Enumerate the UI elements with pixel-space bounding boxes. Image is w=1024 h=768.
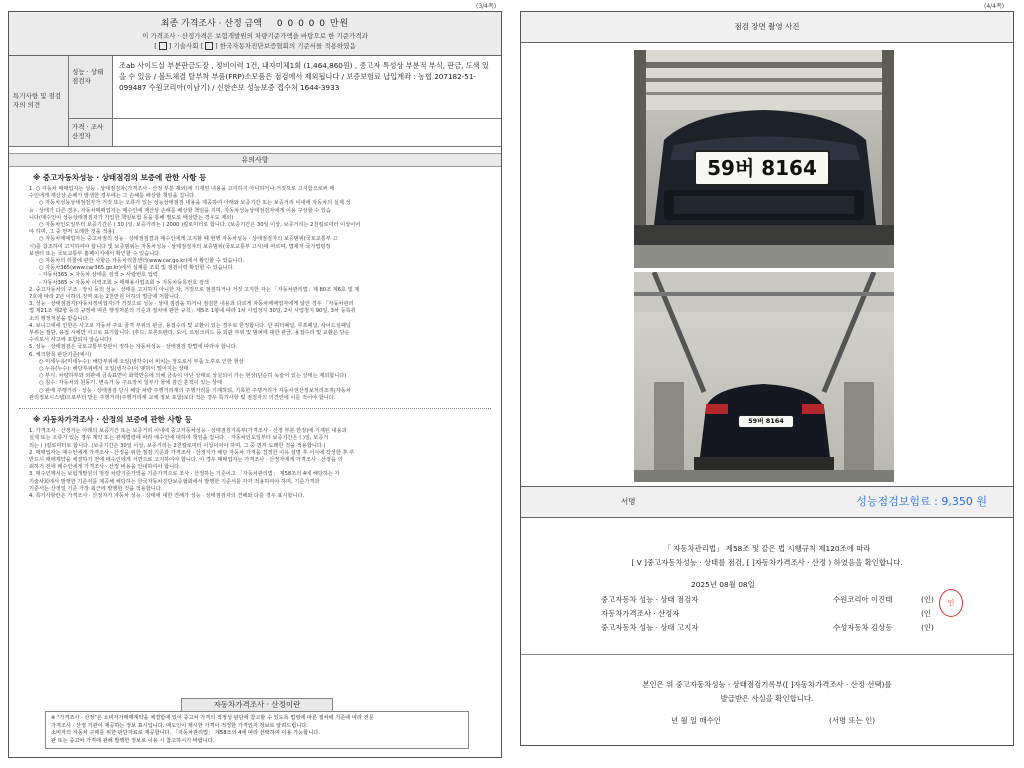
section2-line: 반드시 매매계약을 체결하기 전에 매수인에게 서면으로 고지하여야 합니다. 이 경우 매매업자는 가격조사 · 산정자에게 가격조사 · 산정을 의 [29, 456, 343, 463]
section2-line: 기술사회에서 발행한 기준서를 제공해 해당하는 한국자동차진단보증협회에서 발행한 기준서를 각각 적용하여야 하며, 기준가격과 [29, 478, 320, 485]
final-price-title: 최종 가격조사 · 산정 금액 [160, 19, 263, 29]
section2-line: 2. 매매업자는 매수인에게 가격조사 · 산정을 위한 점검 기준과 가격조사 · 산정자가 해당 자동차 가격을 결정한 이유 설명 후 서식에 작성한 후 루 [29, 449, 355, 456]
price-info-box-line: 관 또는 중고차 가격에 관해 발행한 정보로 이용 시 참고하시기 바랍니다. [51, 737, 215, 744]
section1-line: 법 제21조 제2항 등의 규정에 따른 행정처분의 기준과 절차에 관한 규칙」제5조 1항에 따라 1차 사업정지 30일, 2차 사업정지 90일, 3차 등록취 [29, 308, 356, 315]
option-label-2: 한국자동차진단보증협회의 기준서를 적용하였음 [219, 42, 356, 50]
section1-line: ○ 침수: 자동차의 원동기, 변속기 등 주요장치 일부가 물에 잠긴 흔적이 있는 상태 [39, 380, 223, 387]
price-examiner-label: 가격 · 조사산정자 [69, 119, 113, 146]
signer-mark-3: (인) [921, 623, 934, 632]
license-plate-front: 59버 8164 [694, 150, 830, 186]
price-info-box-line: 가격조사 · 산정 기관이 제공하는 정보 표시입니다. 매도인이 제시한 가격이 적정한 가격인지 정보로 알려드립니다. [51, 722, 308, 729]
section1-line: 수인에게 재산상 손해가 발생한 경우에는 그 손해를 배상할 책임을 집니다. [29, 193, 196, 200]
section1-line: 수리로서 사고에 포함되지 않습니다) [29, 337, 112, 344]
section2-line: 4. 특기사항란은 가격조사 · 산정자가 자동차 성능 · 상태에 대한 견해가 성능 · 상태점검자의 견해와 다를 경우 표시합니다. [29, 492, 305, 499]
section1-line: 3. 성능 · 상태점검자(자동차정비업자)가 거짓으로 성능 · 상태 점검을 하거나 점검한 내용과 다르게 자동차매매업자에게 알린 경우 「자동차관리 [29, 301, 354, 308]
buyer-date-line: 년 월 일 매수인 [671, 716, 721, 725]
signer-role-3: 중고자동차 성능 · 상태 고지자 [601, 623, 699, 632]
section2-line: 실제 또는 오류가 있는 경우 계약 또는 관계법령에 따라 매수인에 대하여 책임을 집니다. · 자동차인도일부터 보증기간은 ( )일, 보증거 [29, 435, 329, 442]
final-price-note: 이 가격조사 · 산정가격은 보험개발원의 차량기준가액을 바탕으로 한 기준가격과 [142, 32, 368, 40]
buyer-signature: (서명 또는 인) [829, 716, 876, 725]
section1-line: ○ 부식: 차량하부와 외판에 금속표면이 화학반응에 의해 금속이 아닌 상태로 상실되어 가는 현상(단순히 녹슬어 있는 상태는 제외합니다) [39, 373, 347, 380]
price-info-box-body [45, 711, 469, 749]
inspector-opinion: 조ab 사이드실 부분판금도장 , 정비이력 1건, 내자미체1회 (1,464,860원) , 종고자 특성상 부분적 부식, 판금, 도색 있을 수 있음 / 볼트체결 탈부착 부품(FRP)소모품은 점검에서 제외됩니다 / 보증보험료 납입계좌 : 농협 207182-51-099487 수원코리아(이남기) / 신한손보 성능보증 접수처 1644-3933 [119, 61, 489, 92]
section1-line: ○ 판매 주행거리 · 성능 · 상태점검 당시 해당 차량 주행거리계의 주행거리를 기재하되, 기록한 주행거리가 자동차전산정보처리조직(자동차 [39, 387, 351, 394]
car-rear-illustration [634, 272, 894, 482]
right-document-page [520, 11, 1014, 746]
left-page-number: (3/4쪽) [476, 3, 497, 10]
section2-list [9, 428, 501, 500]
section1-title: ※ 중고자동차성능 · 상태점검의 보증에 관한 사항 등 [33, 173, 207, 182]
section1-line: ○ 미세누유(미세누수): 해당부위에 오일(냉각수)이 비치는 정도로서 부품 노후로 인한 현상 [39, 358, 244, 365]
option-label-1: 기술사회 [173, 42, 199, 50]
signer-name-3: 수성자동차 김상동 [833, 623, 893, 632]
section1-line: ○ 자동차성능상태점검자가 거짓 또는 오류가 있는 성능상태점검 내용을 제공하여 아래와 보증기간 또는 보증거리 이내에 자동차의 실제 성 [39, 200, 351, 207]
license-plate-rear: 59버 8164 [738, 415, 794, 428]
section2-line: 뢰하기 전에 매수인에게 가격조사 · 산정 비용을 안내하여야 합니다. [29, 464, 181, 471]
section2-line: 3. 매수인께서는 보험개발원의 점검 차량기준가액을 기준가격으로 조사 · 산정하는 기준이고 「자동차관리법」 제58조의 4에 해당하는 자 [29, 471, 340, 478]
photo-section-title: 점검 장면 촬영 사진 [521, 12, 1013, 43]
section1-list [9, 186, 501, 402]
section1-line: ○ 자동차365(www.car365.go.kr)에서 실제를 조회 및 점검이력 확인할 수 있습니다. [39, 265, 235, 272]
signer-mark-1: (인) [921, 595, 934, 604]
section2-line: 기준서는 산정일 기준 가장 최근에 발행한 것을 적용합니다. [29, 485, 163, 492]
option-checkbox-2[interactable] [205, 42, 213, 50]
section2-line: 리는 ( )킬로미터로 합니다. (보증기간은 30일 이상, 보증거리는 2천킬로미터 이상이어야 하며, 그 중 먼저 도래한 것을 적용합니다.) [29, 442, 326, 449]
signer-name-1: 수원코리아 이진태 [833, 595, 893, 604]
section1-line: - 자동차365 > 자동차 상태를 검색 > 사람번호 입력 [39, 272, 158, 279]
inspection-date: 2025년 08월 08일 [691, 580, 755, 589]
final-price-header: 최종 가격조사 · 산정 금액 0 0 0 0 0 만원 이 가격조사 · 산정가격은 보험개발원의 차량기준가액을 바탕으로 한 기준가격과 [ ] 기술사회 [ ] 한국자동차진단보증협회의 기준서를 적용하였음 [9, 12, 501, 56]
option-checkbox-1[interactable] [159, 42, 167, 50]
section1-line: 2. 중고자동차의 구조 · 장치 등의 성능 · 상태를 고지하지 아니한 자, 거짓으로 점검하거나 거짓 고지한 자는 「자동차관리법」제 80조 제6호 및 제 [29, 286, 360, 293]
signature-bar [521, 486, 1013, 518]
section1-line: 능 · 상태가 다른 경우, 자동차매매업자는 매수인에 재산상 손해를 배상할 책임을 지며, 자동차성능상태점검자에게 이용 구상할 수 있습 [29, 207, 331, 214]
section1-line: ○ 누유(누수): 해당부위에서 오일(냉각수)이 맺혀서 떨어지는 상태 [39, 366, 189, 373]
special-notes-label: 특기사항 및 점검자의 의견 [9, 56, 69, 146]
section1-line: 보센터 또는 국토교통부 홈페이지에서 확인할 수 있습니다. [29, 250, 161, 257]
law-statement-line1: 「 자동차관리법」 제58조 및 같은 법 시행규칙 제120조에 따라 [663, 544, 871, 553]
left-document-page [8, 11, 502, 758]
section1-line: 4. 보니고에에 인한은 사고로 자동차 주요 골격 부위의 판금, 용접수리 및 교환이 있는 경우로 한정합니다. 단 쿼터패널, 루프패널, 사이드실패널 [29, 322, 351, 329]
section1-line: 5. 성능 · 상태점검은 국토교통부장관이 정하는 자동차성능 · 상태점검 방법에 따라야 합니다. [29, 344, 238, 351]
section1-line: 시)를 참조하여 고지하여야 합니다 및 보증범위는 자동차성능 · 상태점검자의 보증범위(국토교통부 고시)에 따르며, 법제처 국가법령정 [29, 243, 331, 250]
section2-title: ※ 자동차가격조사 · 산정의 보증에 관한 사항 등 [33, 415, 192, 425]
signature-label: 서명 [621, 497, 636, 506]
price-info-box-line: 소비자의 자동차 구매를 위한 판단자료로 제공합니다. 「자동차관리법」 제58조의 4에 따라 선택하여 이용 가능합니다. [51, 730, 320, 737]
section1-line: ○ 자동차인도일부터 보증기간은 ( 30 )일, 보증거리는 ( 2000 )킬로미터로 합니다. (보증기간은 30일 이상, 보증거리는 2천킬로미터 이상이어 [39, 222, 361, 229]
signer-role-2: 자동차가격조사 · 산정자 [601, 609, 680, 618]
inspection-photo-front [634, 50, 894, 268]
section1-line: 6. 체크항목 판단기준(예시) [29, 351, 92, 358]
section2-line: 1. 가격조사 · 산정자는 아래의 보증기간 또는 보증거리 이내에 중고자동차성능 · 상태점검기록부(가격조사 · 산정 부분 한정)에 기재된 내용과 [29, 428, 347, 435]
confirm-line1: 본인은 위 중고자동차성능 · 상태점검기록부([ ]자동차가격조사 · 산정 선택)를 [642, 680, 892, 689]
divider [521, 654, 1013, 655]
law-statement-line2: [ V ]중고자동차성능 · 상태를 점검, [ ]자동차가격조사 · 산정 ) 하였음을 확인합니다. [631, 558, 903, 567]
red-seal-stamp: 인 [939, 589, 963, 617]
section1-line: 관리정보시스템)으로부터 받은 주행거리(주행거리계 교체 정보 포함)보다 적은 경우 특기사항 및 점검자의 의견란에 이를 적어야 합니다. [29, 394, 336, 401]
price-examiner-opinion [113, 119, 501, 146]
right-page-number: (4/4쪽) [984, 3, 1005, 10]
section1-line: 소의 행정처분을 받습니다. [29, 315, 90, 322]
confirm-line2: 발급받은 사실을 확인합니다. [720, 694, 814, 703]
price-info-box-title: 자동차가격조사 · 산정이란 [181, 698, 333, 711]
special-notes-section [9, 56, 501, 147]
signer-role-1: 중고자동차 성능 · 상태 점검자 [601, 595, 699, 604]
inspection-photo-rear [634, 272, 894, 482]
section1-line: ○ 자동차매매업자는 중고차점의 성능 · 상태점검결과 매수인에게 고지할 때 현행 자동차성능 · 상태점검자의 보증범위(국토교통부 고 [39, 236, 338, 243]
price-info-box [45, 698, 469, 749]
price-info-box-line: ※ "가격조사 · 산정"은 소비자가매매계약을 체결함에 있어 중고차 가격의 적정성 판단에 참고할 수 있도록 법령에 따른 절차에 기준에 따라 전문 [51, 715, 374, 722]
section1-line: - 자동차365 > 자동차 이력조회 > 매매용사업조회 > 자동차등록번호 검색 [39, 279, 209, 286]
caution-header: 유의사항 [9, 153, 501, 167]
inspector-label: 성능 · 상태점검자 [69, 56, 113, 118]
insurance-fee: 성능점검보험료 : 9,350 원 [856, 495, 987, 508]
section1-line: ○ 자동차의 리콜에 관한 사항은 자동차리콜센터(www.car.go.kr)에서 확인할 수 있습니다. [39, 258, 245, 265]
section1-line: 1. ○ 자동차 매매업자는 성능 · 상태점검자(가격조사 · 산정 부분 제외)에 기재된 내용을 고지하지 아니하거나 거짓으로 고지함으로써 매 [29, 186, 335, 192]
section1-line: 야 하며, 그 중 먼저 도래한 것을 적용) [29, 229, 115, 236]
section1-line: 7호에 따라 2년 이하의 징역 또는 2천만원 이하의 벌금에 처합니다. [29, 294, 181, 301]
section1-line: 니다(매수인이 성능상태점검자가 가입한 책임보험 등을 통해 별도로 배상받는 경우도 제외) [29, 214, 234, 221]
section1-line: 부위는 절단, 용접 시에만 사고로 표기합니다. (후드, 프론트펜더, 도어, 트렁크리드 등 외판 부위 및 범퍼에 대한 판금, 용접수리 및 교환은 단순 [29, 330, 350, 337]
final-price-amount: 0 0 0 0 0 만원 [276, 19, 350, 29]
signer-mark-2: (인 [921, 609, 932, 618]
